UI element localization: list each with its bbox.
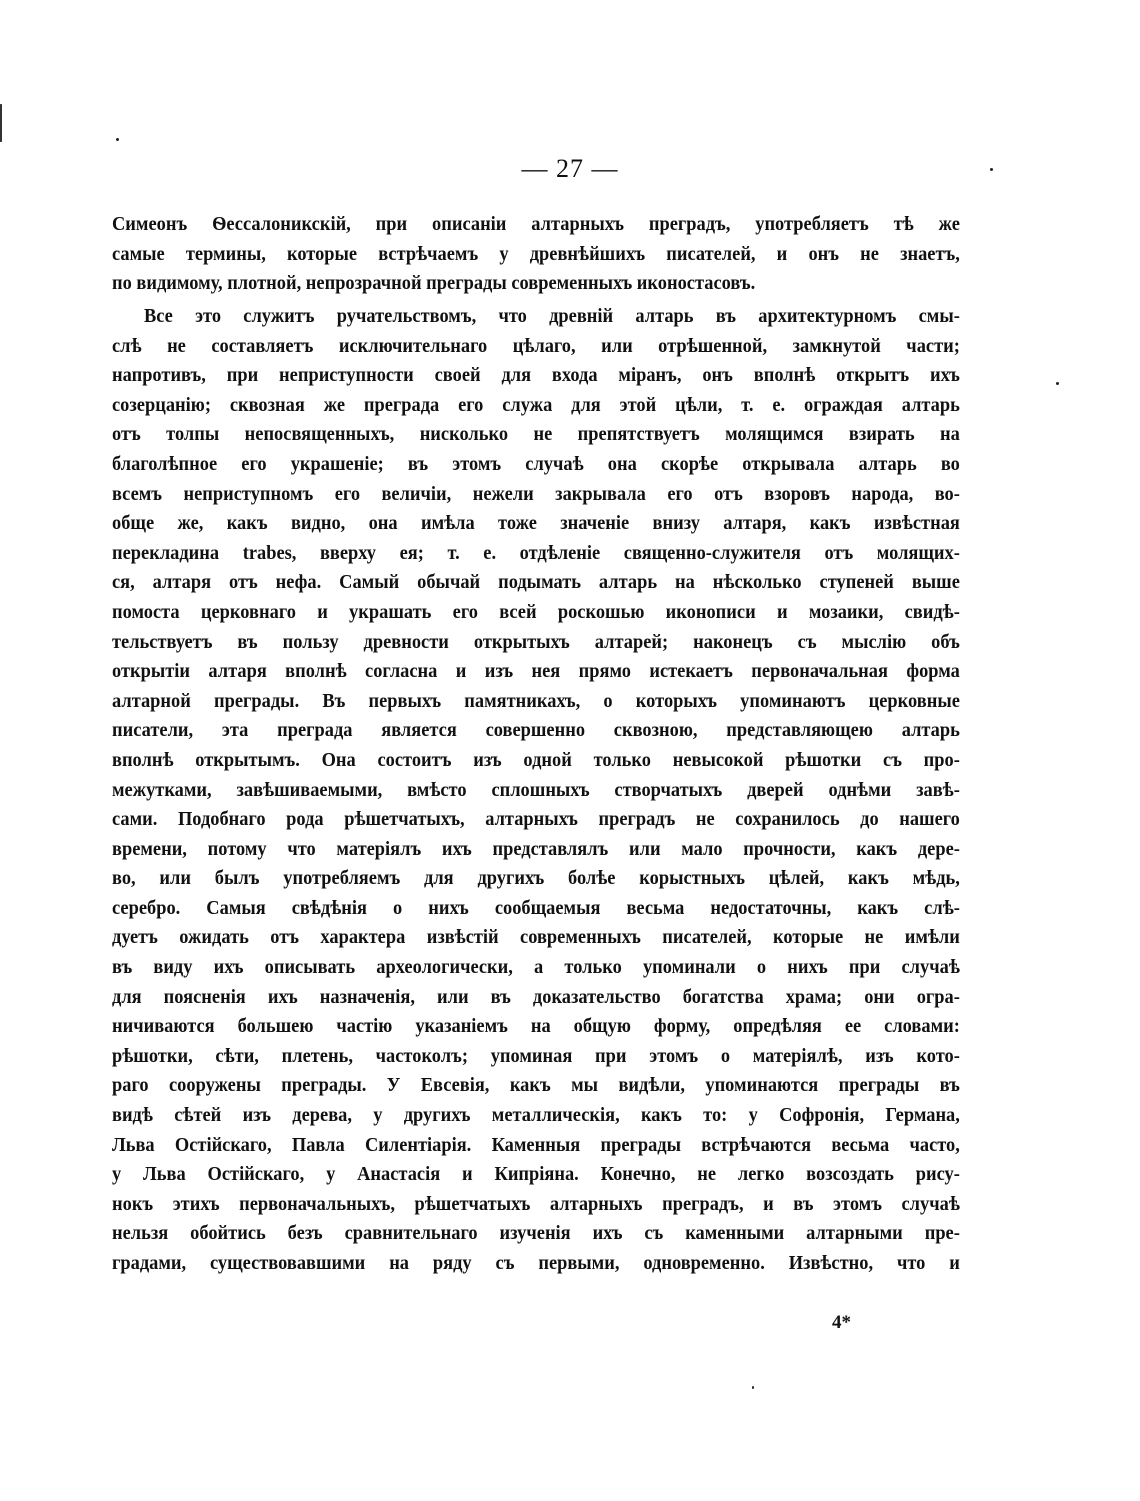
text-line: созерцанію; сквозная же преграда его служа для этой цѣли, т. е. ограждая алтарь <box>112 394 960 416</box>
text-line: во, или былъ употребляемъ для другихъ болѣе корыстныхъ цѣлей, какъ мѣдь, <box>112 868 960 890</box>
text-line: Льва Остійскаго, Павла Силентіарія. Каменныя преграды встрѣчаются весьма часто, <box>112 1134 960 1156</box>
text-line: помоста церковнаго и украшать его всей роскошью иконописи и мозаики, свидѣ- <box>112 601 960 623</box>
speck <box>752 1386 754 1389</box>
text-line: тельствуетъ въ пользу древности открытыхъ алтарей; наконецъ съ мыслію объ <box>112 631 960 653</box>
page-number: — 27 — <box>521 154 619 183</box>
text-line: рѣшотки, сѣти, плетень, частоколъ; упоминая при этомъ о матеріялѣ, изъ кото- <box>112 1045 960 1067</box>
text-line: ничиваются большею частію указаніемъ на общую форму, опредѣляя ее словами: <box>112 1016 960 1038</box>
text-line: отъ толпы непосвященныхъ, нисколько не препятствуетъ молящимся взирать на <box>112 424 960 446</box>
paragraph-2 <box>112 302 960 1279</box>
speck <box>116 138 119 141</box>
text-line: межутками, завѣшиваемыми, вмѣсто сплошныхъ створчатыхъ дверей однѣми завѣ- <box>112 779 960 801</box>
text-line: градами, существовавшими на ряду съ первыми, одновременно. Извѣстно, что и <box>112 1253 960 1274</box>
text-line: по видимому, плотной, непрозрачной преграды современныхъ иконостасовъ. <box>112 273 756 295</box>
speck <box>1056 382 1059 385</box>
text-line: писатели, эта преграда является совершенно сквозною, представляющею алтарь <box>112 720 960 742</box>
text-line: для поясненія ихъ назначенія, или въ доказательство богатства храма; они огра- <box>112 986 960 1008</box>
text-line: въ виду ихъ описывать археологически, а только упоминали о нихъ при случаѣ <box>112 957 960 979</box>
text-line: Все это служитъ ручательствомъ, что древній алтарь въ архитектурномъ смы- <box>143 306 960 327</box>
text-line: раго сооружены преграды. У Евсевія, какъ мы видѣли, упоминаются преграды въ <box>112 1075 960 1097</box>
text-line: перекладина trabes, вверху ея; т. е. отдѣленіе священно-служителя отъ молящих- <box>112 542 960 564</box>
text-line: всемъ неприступномъ его величіи, нежели закрывала его отъ взоровъ народа, во- <box>112 483 960 505</box>
text-line: алтарной преграды. Въ первыхъ памятникахъ, о которыхъ упоминаютъ церковные <box>112 690 960 712</box>
text-line: ся, алтаря отъ нефа. Самый обычай подымать алтарь на нѣсколько ступеней выше <box>112 572 960 594</box>
text-line: напротивъ, при неприступности своей для входа міранъ, онъ вполнѣ открытъ ихъ <box>112 365 960 387</box>
text-line: дуетъ ожидать отъ характера извѣстій современныхъ писателей, которые не имѣли <box>112 927 960 949</box>
text-line: открытіи алтаря вполнѣ согласна и изъ нея прямо истекаетъ первоначальная форма <box>112 661 960 683</box>
text-line: нокъ этихъ первоначальныхъ, рѣшетчатыхъ алтарныхъ преградъ, и въ этомъ случаѣ <box>112 1193 960 1215</box>
text-line: у Льва Остійскаго, у Анастасія и Кипріяна. Конечно, не легко возсоздать рису- <box>112 1164 960 1186</box>
text-line: вполнѣ открытымъ. Она состоитъ изъ одной только невысокой рѣшотки съ про- <box>112 749 960 771</box>
text-line: сами. Подобнаго рода рѣшетчатыхъ, алтарныхъ преградъ не сохранилось до нашего <box>112 809 960 831</box>
text-line: благолѣпное его украшеніе; въ этомъ случаѣ она скорѣе открывала алтарь во <box>112 453 960 475</box>
text-line: обще же, какъ видно, она имѣла тоже значеніе внизу алтаря, какъ извѣстная <box>112 513 960 535</box>
text-line: видѣ сѣтей изъ дерева, у другихъ металлическія, какъ то: у Софронія, Германа, <box>112 1105 960 1127</box>
text-line: времени, потому что матеріялъ ихъ представлялъ или мало прочности, какъ дере- <box>112 838 960 860</box>
page-edge-mark <box>0 104 8 142</box>
text-line: самые термины, которые встрѣчаемъ у древнѣйшихъ писателей, и онъ не знаетъ, <box>112 243 960 265</box>
paragraph-1 <box>112 210 960 299</box>
signature-mark: 4* <box>832 1312 851 1333</box>
text-line: серебро. Самыя свѣдѣнія о нихъ сообщаемыя весьма недостаточны, какъ слѣ- <box>112 897 960 919</box>
text-line: Симеонъ Ѳессалоникскій, при описаніи алтарныхъ преградъ, употребляетъ тѣ же <box>112 214 960 235</box>
text-line: нельзя обойтись безъ сравнительнаго изученія ихъ съ каменными алтарными пре- <box>112 1223 960 1245</box>
text-line: слѣ не составляетъ исключительнаго цѣлаго, или отрѣшенной, замкнутой части; <box>112 335 960 357</box>
